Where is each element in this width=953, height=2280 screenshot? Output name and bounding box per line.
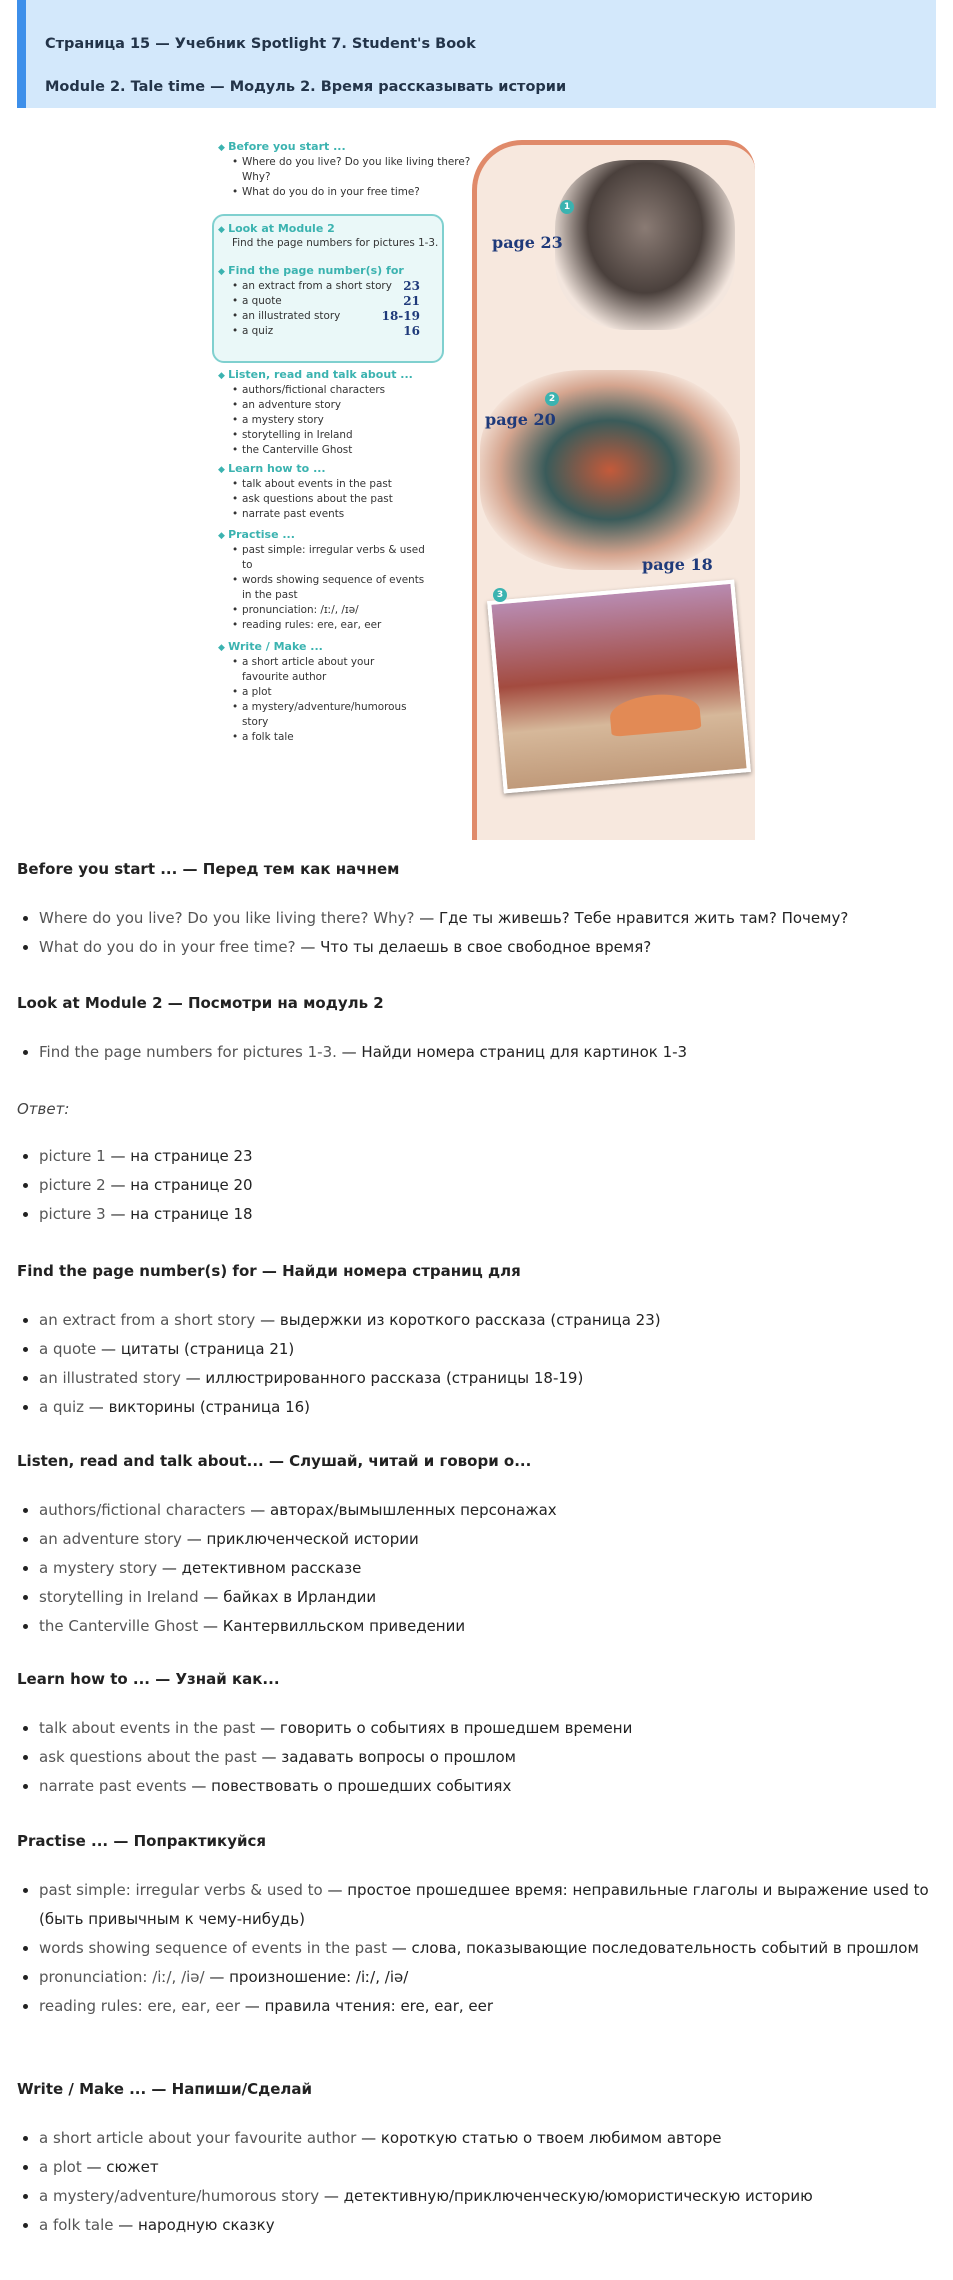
list-item: an adventure story — приключенческой истории <box>17 1525 937 1554</box>
author-portrait <box>555 160 735 330</box>
list-item: pronunciation: /iː/, /iə/ — произношение: /iː/, /iə/ <box>17 1963 937 1992</box>
list-item: a short article about your favourite author — короткую статью о твоем любимом авторе <box>17 2124 937 2153</box>
list-item: ask questions about the past — задавать вопросы о прошлом <box>17 1743 937 1772</box>
page-label-23: page 23 <box>492 233 563 252</box>
book-look-section <box>218 222 438 251</box>
list-item: • a folk tale <box>242 730 418 745</box>
list-item: • talk about events in the past <box>242 477 393 492</box>
list-item: • ask questions about the past <box>242 492 393 507</box>
list-item: • an illustrated story 18-19 <box>242 309 428 324</box>
header-title: Страница 15 — Учебник Spotlight 7. Student's Book <box>45 36 476 52</box>
book-heading: ◆ Look at Module 2 <box>218 222 438 235</box>
list-item: a quiz — викторины (страница 16) <box>17 1393 937 1422</box>
book-before-section <box>218 140 478 200</box>
list-item: • reading rules: ere, ear, eer <box>242 618 433 633</box>
list-item: authors/fictional characters — авторах/вымышленных персонажах <box>17 1496 937 1525</box>
list-item: • a short article about your favourite author <box>242 655 418 685</box>
list-item: • a plot <box>242 685 418 700</box>
list-answers <box>17 1142 937 1229</box>
list-item: a folk tale — народную сказку <box>17 2211 937 2240</box>
list-item: What do you do in your free time? — Что ты делаешь в свое свободное время? <box>17 933 937 962</box>
list-item: • Where do you live? Do you like living there? Why? <box>242 155 478 185</box>
list-item: picture 3 — на странице 18 <box>17 1200 937 1229</box>
list-item: • words showing sequence of events in the past <box>242 573 433 603</box>
section-heading-practise: Practise ... — Попрактикуйся <box>17 1832 267 1850</box>
list-item: storytelling in Ireland — байках в Ирландии <box>17 1583 937 1612</box>
list-item: an illustrated story — иллюстрированного рассказа (страницы 18-19) <box>17 1364 937 1393</box>
book-write-section <box>218 640 418 745</box>
list-item: a mystery story — детективном рассказе <box>17 1554 937 1583</box>
list-item: reading rules: ere, ear, eer — правила чтения: ere, ear, eer <box>17 1992 937 2021</box>
section-heading-find: Find the page number(s) for — Найди номера страниц для <box>17 1262 521 1280</box>
header-subtitle: Module 2. Tale time — Модуль 2. Время рассказывать истории <box>45 79 567 95</box>
book-practise-section <box>218 528 433 633</box>
page-label-20: page 20 <box>485 410 556 429</box>
book-heading: ◆ Before you start ... <box>218 140 478 153</box>
list-item: • an extract from a short story 23 <box>242 279 428 294</box>
list-item: • authors/fictional characters <box>242 383 413 398</box>
section-heading-write: Write / Make ... — Напиши/Сделай <box>17 2080 313 2098</box>
list-write <box>17 2124 937 2240</box>
list-item: words showing sequence of events in the past — слова, показывающие последовательность событий в прошлом <box>17 1934 937 1963</box>
list-item: Where do you live? Do you like living there? Why? — Где ты живешь? Тебе нравится жить там? Почему? <box>17 904 937 933</box>
book-heading: ◆ Practise ... <box>218 528 433 541</box>
list-item: past simple: irregular verbs & used to — простое прошедшее время: неправильные глаголы и выражение used to (быть привычным к чему-нибудь) <box>17 1876 937 1934</box>
cartoon-illustration <box>480 370 740 570</box>
list-item: the Canterville Ghost — Кантервилльском приведении <box>17 1612 937 1641</box>
list-item: • a mystery/adventure/humorous story <box>242 700 418 730</box>
book-heading: ◆ Write / Make ... <box>218 640 418 653</box>
book-find-section <box>218 264 428 339</box>
list-item: picture 2 — на странице 20 <box>17 1171 937 1200</box>
picture-badge-2: 2 <box>545 392 559 406</box>
book-heading: ◆ Listen, read and talk about ... <box>218 368 413 381</box>
list-practise <box>17 1876 937 2021</box>
list-before <box>17 904 937 962</box>
book-heading: ◆ Learn how to ... <box>218 462 393 475</box>
list-item: picture 1 — на странице 23 <box>17 1142 937 1171</box>
book-learn-section <box>218 462 393 522</box>
list-item: • a quiz 16 <box>242 324 428 339</box>
list-item: a plot — сюжет <box>17 2153 937 2182</box>
picture-badge-1: 1 <box>560 200 574 214</box>
list-learn <box>17 1714 937 1801</box>
list-item: • past simple: irregular verbs & used to <box>242 543 433 573</box>
fantasy-photo <box>487 580 751 794</box>
section-heading-learn: Learn how to ... — Узнай как... <box>17 1670 280 1688</box>
list-item: Find the page numbers for pictures 1-3. — Найди номера страниц для картинок 1-3 <box>17 1038 937 1067</box>
section-heading-before: Before you start ... — Перед тем как начнем <box>17 860 400 878</box>
list-item: • the Canterville Ghost <box>242 443 413 458</box>
list-item: • What do you do in your free time? <box>242 185 478 200</box>
answer-label: Ответ: <box>17 1100 70 1118</box>
picture-badge-3: 3 <box>493 588 507 602</box>
list-item: • pronunciation: /ɪː/, /ɪə/ <box>242 603 433 618</box>
textbook-page-image <box>210 140 750 835</box>
page-header <box>17 0 936 108</box>
list-item: • a quote 21 <box>242 294 428 309</box>
list-item: a quote — цитаты (страница 21) <box>17 1335 937 1364</box>
list-item: • an adventure story <box>242 398 413 413</box>
book-text: Find the page numbers for pictures 1-3. <box>232 237 439 249</box>
book-heading: ◆ Find the page number(s) for <box>218 264 428 277</box>
list-look <box>17 1038 937 1067</box>
section-heading-look: Look at Module 2 — Посмотри на модуль 2 <box>17 994 384 1012</box>
page-label-18: page 18 <box>642 555 713 574</box>
list-item: • storytelling in Ireland <box>242 428 413 443</box>
list-item: • a mystery story <box>242 413 413 428</box>
list-item: narrate past events — повествовать о прошедших событиях <box>17 1772 937 1801</box>
list-listen <box>17 1496 937 1641</box>
book-listen-section <box>218 368 413 458</box>
list-item: a mystery/adventure/humorous story — детективную/приключенческую/юмористическую историю <box>17 2182 937 2211</box>
list-item: talk about events in the past — говорить о событиях в прошедшем времени <box>17 1714 937 1743</box>
list-item: an extract from a short story — выдержки из короткого рассказа (страница 23) <box>17 1306 937 1335</box>
list-find <box>17 1306 937 1422</box>
list-item: • narrate past events <box>242 507 393 522</box>
section-heading-listen: Listen, read and talk about... — Слушай, читай и говори о... <box>17 1452 532 1470</box>
